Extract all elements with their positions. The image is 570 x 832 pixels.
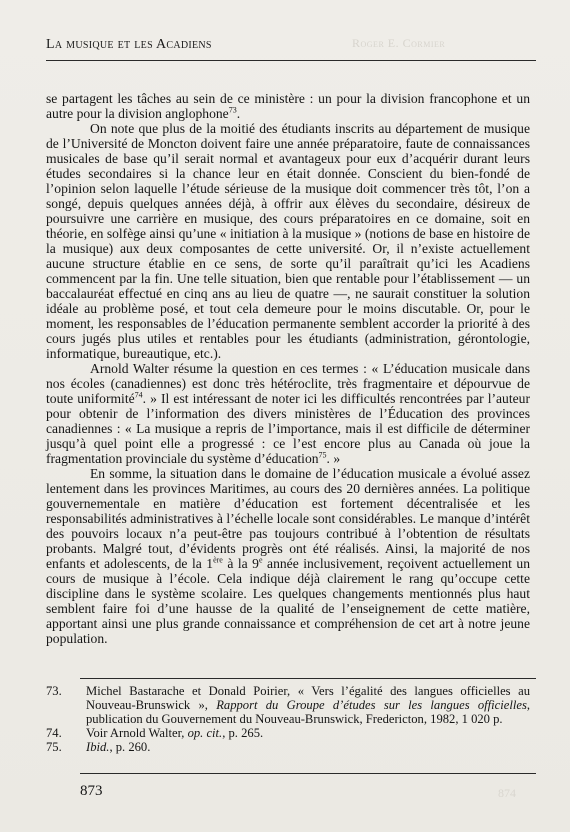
- main-text: [46, 91, 530, 646]
- running-header: La musique et les Acadiens: [46, 37, 212, 52]
- paragraph-4: En somme, la situation dans le domaine de l’éducation musicale a évolué assez lentement dans les provinces Maritimes, au cours des 20 dernières années. La politique gouvernementale en matière d’éducation est fortement décentralisée et les responsabilités administratives à l’échelle locale sont considérables. Le manque d’intérêt des pouvoirs locaux n’a peut-être pas toujours contribué à l’obtention de résultats probants. Malgré tout, d’évidents progrès ont été réalisés. Ainsi, la majorité de nos enfants et adolescents, de la 1ère à la 9e année inclusivement, reçoivent actuellement un cours de musique à l’école. Cela indique déjà clairement le rang qu’occupe cette discipline dans le système scolaire. Les quelques changements mentionnés plus haut semblent faire foi d’une hausse de la qualité de l’enseignement de cette matière, apportant ainsi une plus grande connaissance et compréhension de cet art à notre jeune population.: [46, 466, 530, 646]
- footnote-rule: [80, 678, 536, 679]
- footnote-number: 75.: [46, 740, 62, 754]
- bleed-through-header: Roger E. Cormier: [352, 36, 446, 50]
- footnote-74: 74. Voir Arnold Walter, op. cit., p. 265.: [46, 726, 264, 740]
- header-rule: [46, 60, 536, 61]
- paragraph-1: se partagent les tâches au sein de ce ministère : un pour la division francophone et un autre pour la division anglophone$^{73}$.: [46, 91, 530, 121]
- footnote-number: 74.: [46, 726, 62, 740]
- footnote-ref-74: 74: [134, 390, 143, 400]
- footnote-ref-75: 75: [318, 450, 327, 460]
- footnote-73: 73. Michel Bastarache et Donald Poirier, « Vers l’égalité des langues officielles au Nouveau-Brunswick », Rapport du Groupe d’études sur les langues officielles, publication du Gouvernement du Nouveau-Brunswick, Fredericton, 1982, 1 020 p.: [46, 684, 530, 726]
- footnote-75: 75. Ibid., p. 260.: [46, 740, 151, 754]
- footnote-number: 73.: [46, 684, 62, 698]
- page-number: 873: [80, 783, 103, 799]
- footnotes: [46, 684, 530, 754]
- footnote-ref-73: 73: [228, 105, 237, 115]
- page-number-rule: [80, 773, 536, 774]
- paragraph-3: Arnold Walter résume la question en ces termes : « L’éducation musicale dans nos écoles (canadiennes) est donc très hétéroclite, très fragmentaire et dépourvue de toute uniformité$^{74}$. » Il est intéressant de noter ici les difficultés rencontrées par l’auteur pour obtenir de l’information des divers ministères de l’Éducation des provinces canadiennes : « La musique a repris de l’importance, mais il est difficile de déterminer jusqu’à quel point elle a progressé : ce l’est encore plus au Canada où joue la fragmentation provinciale du système d’éducation$^{75}$. »: [46, 361, 530, 466]
- bleed-through-page-number: 874: [498, 786, 516, 800]
- paragraph-2: On note que plus de la moitié des étudiants inscrits au département de musique de l’Université de Moncton doivent faire une année préparatoire, faute de connaissances musicales de base qu’il serait normal et avantageux pour eux d’acquérir durant leurs études secondaires si la chance leur en était donnée. Conscient du bien-fondé de l’opinion selon laquelle l’étude sérieuse de la musique doit commencer très tôt, l’on a songé, depuis quelques années déjà, à offrir aux élèves du secondaire, désireux de poursuivre une carrière en musique, des cours préparatoires en ce domaine, soit en théorie, en solfège ainsi qu’une « initiation à la musique » (notions de base en histoire de la musique) aux deux composantes de cette université. Or, il n’existe actuellement aucune structure établie en ce sens, de sorte qu’il paraîtrait qu’ici les Acadiens commencent par la fin. Une telle situation, bien que rentable pour l’établissement — un baccalauréat effectué en cinq ans au lieu de quatre —, ne saurait constituer la solution idéale au problème posé, et tout cela demeure pour le moins discutable. Or, pour le moment, les responsables de l’éducation permanente semblent accorder la priorité à des cours jugés plus utiles et rentables pour les étudiants (administration, gérontologie, informatique, bureautique, etc.).: [46, 121, 530, 361]
